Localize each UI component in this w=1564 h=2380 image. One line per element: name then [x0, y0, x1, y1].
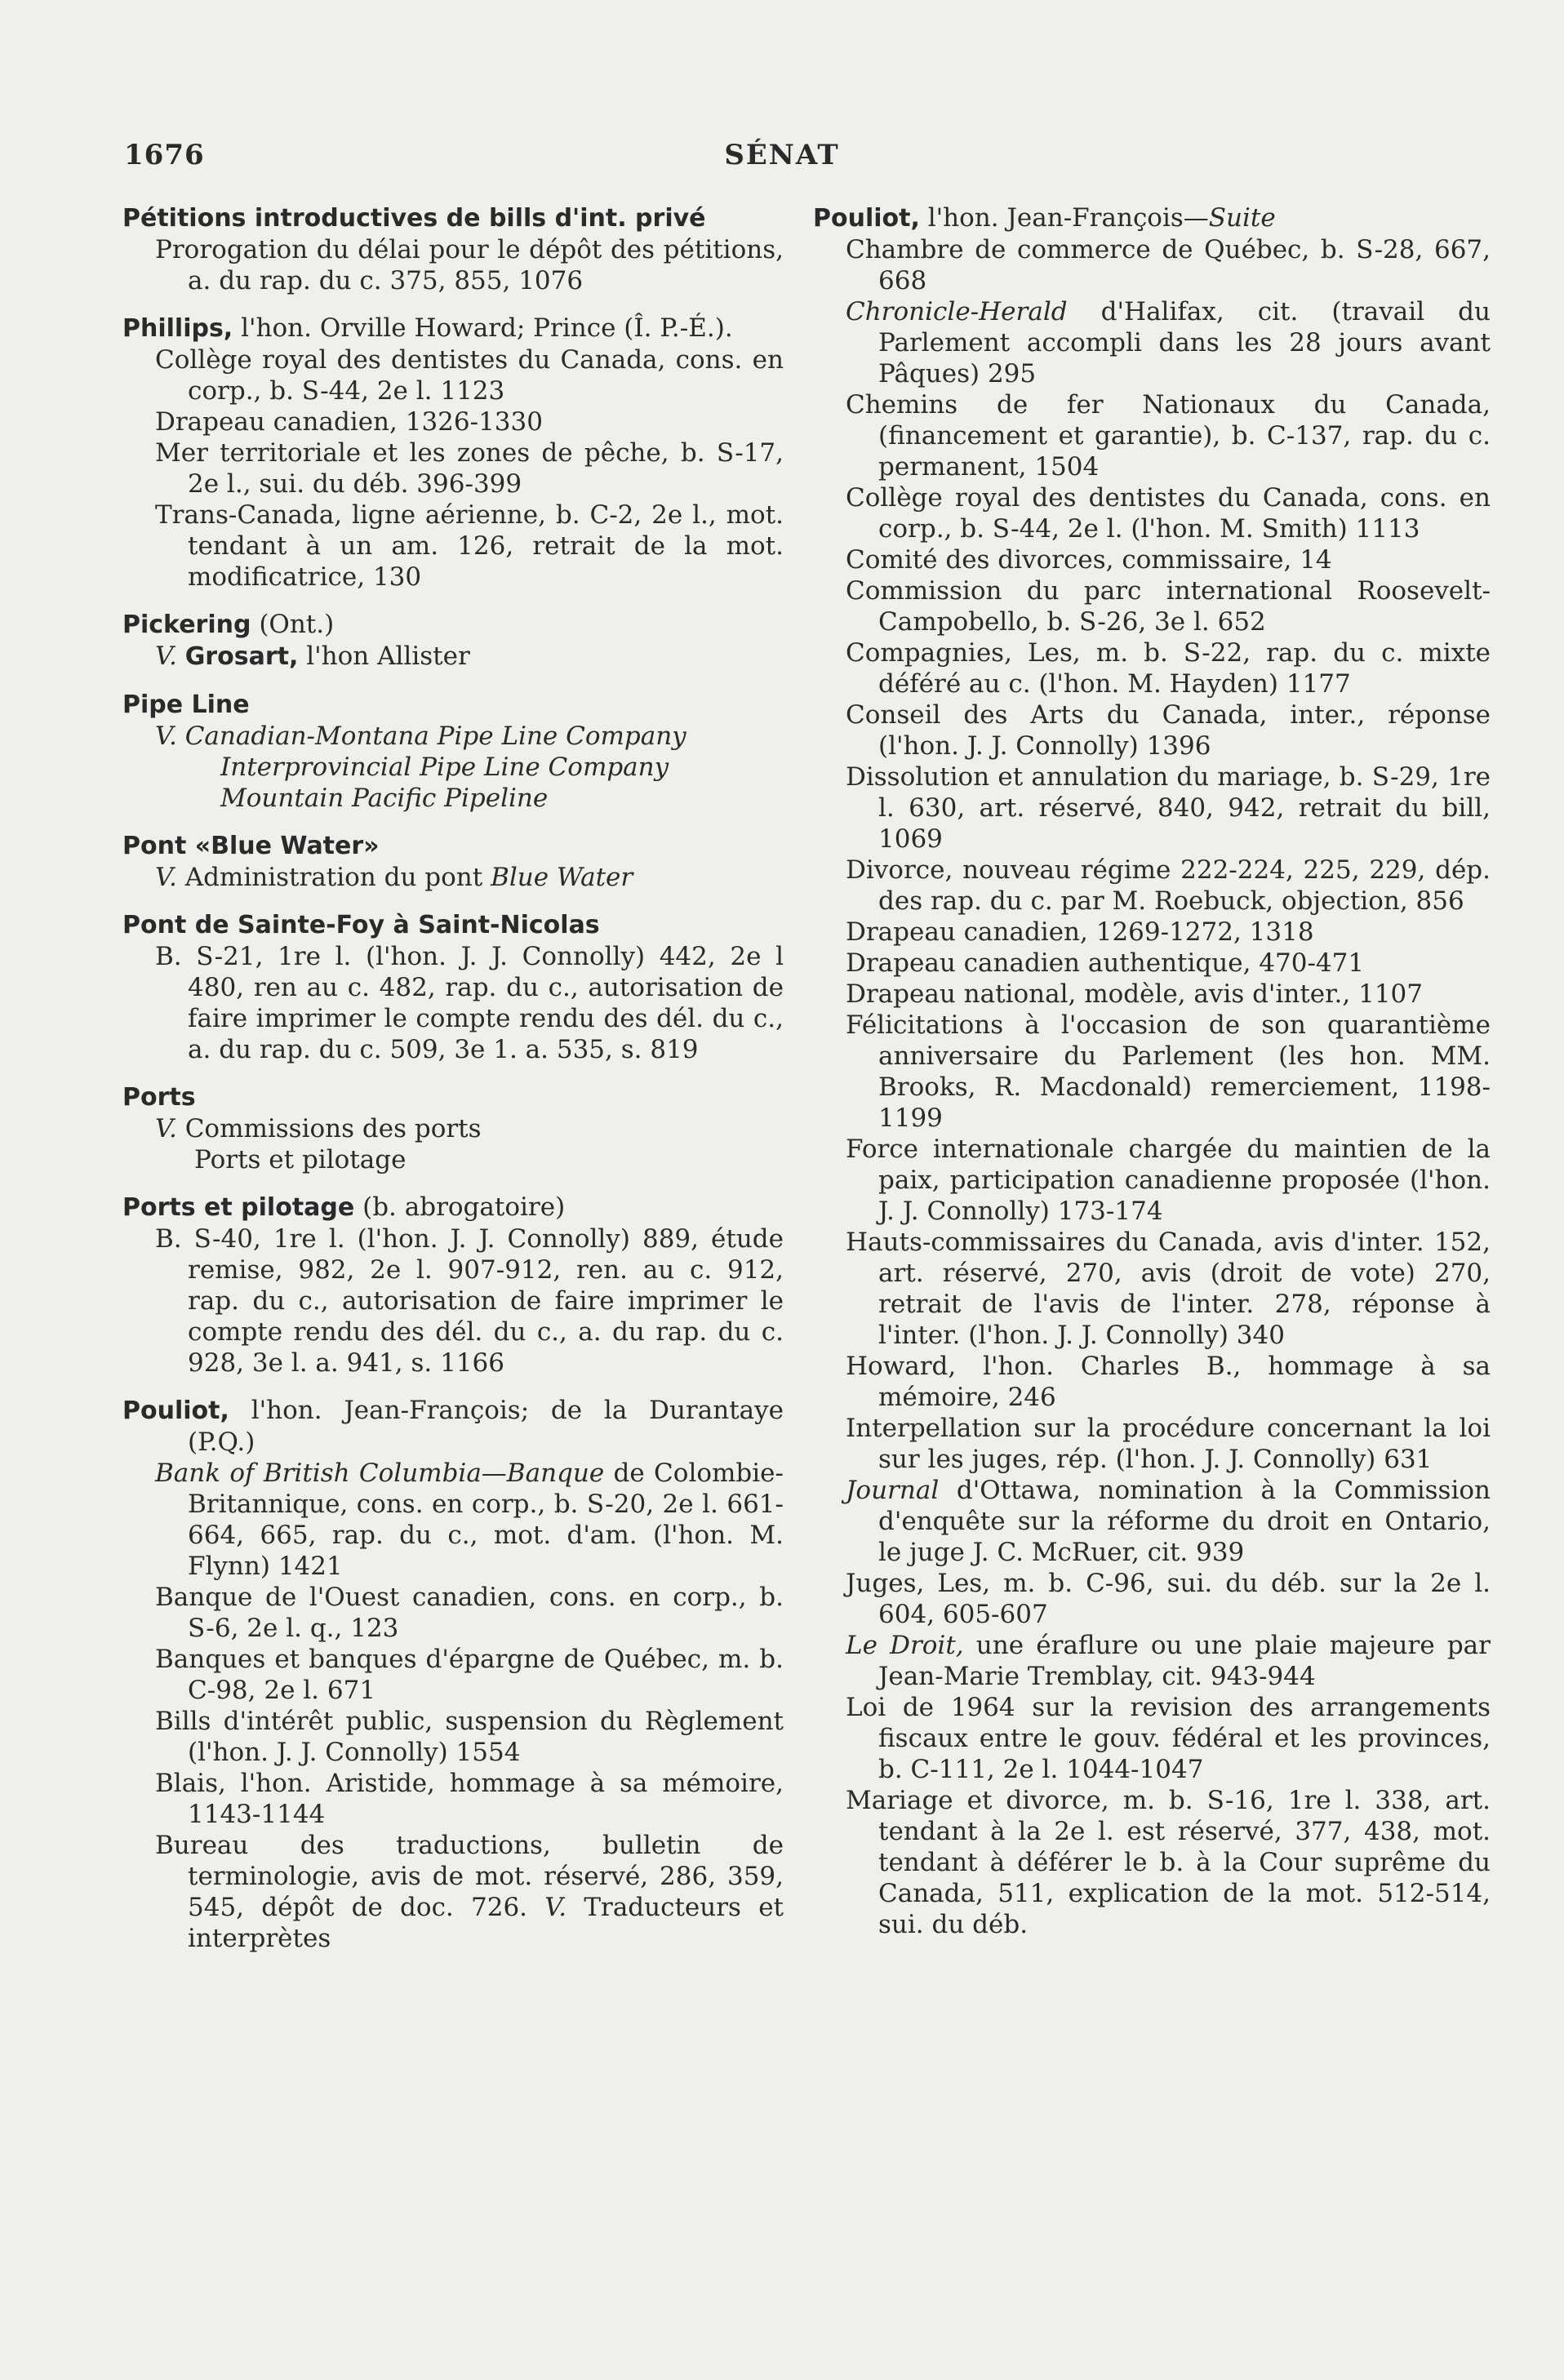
- heading-term: Pouliot,: [813, 204, 920, 233]
- left-column: [122, 202, 784, 1970]
- index-subentry: Félicitations à l'occasion de son quarantième anniversaire du Parlement (les hon. MM. Brooks, R. Macdonald) remerciement, 1198-1199: [846, 1010, 1491, 1133]
- index-subentry: Le Droit, une éraflure ou une plaie majeure par Jean-Marie Tremblay, cit. 943-944: [846, 1631, 1491, 1691]
- italic-title: Le Droit,: [846, 1631, 964, 1660]
- heading-qualifier: (Ont.): [259, 610, 335, 639]
- index-subentry: Drapeau national, modèle, avis d'inter., 1107: [846, 979, 1424, 1009]
- see-reference: V. Commissions des ports: [155, 1114, 482, 1143]
- index-subentry: Force internationale chargée du maintien de la paix, participation canadienne proposée (l'hon. J. J. Connolly) 173-174: [846, 1134, 1491, 1226]
- index-subentry: Mariage et divorce, m. b. S-16, 1re l. 338, art. tendant à la 2e l. est réservé, 377, 438, mot. tendant à déférer le b. à la Cour suprême du Canada, 511, explication de la mot. 512-514, sui. du déb.: [846, 1786, 1491, 1939]
- index-subentry: Drapeau canadien authentique, 470-471: [846, 948, 1365, 978]
- reference-name: Canadian-Montana Pipe Line Company: [184, 722, 686, 751]
- entry-heading: [122, 609, 784, 641]
- page-number: 1676: [124, 139, 205, 171]
- index-subentry: Banques et banques d'épargne de Québec, m. b. C-98, 2e l. 671: [155, 1645, 784, 1705]
- heading-term: Phillips,: [122, 314, 233, 343]
- entry-heading-continued: Pouliot, l'hon. Jean-François—Suite: [813, 203, 1276, 233]
- index-subentry: Hauts-commissaires du Canada, avis d'inter. 152, art. réservé, 270, avis (droit de vote) 270, retrait de l'avis de l'inter. 278, réponse à l'inter. (l'hon. J. J. Connolly) 340: [846, 1228, 1491, 1350]
- index-subentry: Bills d'intérêt public, suspension du Règlement (l'hon. J. J. Connolly) 1554: [155, 1707, 784, 1767]
- reference-name: Interprovincial Pipe Line Company: [220, 753, 669, 782]
- running-head: SÉNAT: [724, 139, 840, 171]
- see-marker: V.: [155, 722, 185, 751]
- index-entry: [122, 609, 784, 673]
- index-subentry: Juges, Les, m. b. C-96, sui. du déb. sur la 2e l. 604, 605-607: [846, 1569, 1491, 1629]
- index-entry: [122, 1081, 784, 1175]
- see-reference-item: [122, 783, 784, 814]
- entry-heading: [122, 909, 784, 941]
- reference-name: Mountain Pacific Pipeline: [220, 784, 549, 813]
- heading-term: Pipe Line: [122, 690, 250, 719]
- index-subentry: B. S-40, 1re l. (l'hon. J. J. Connolly) 889, étude remise, 982, 2e l. 907-912, ren. au c. 912, rap. du c., autorisation de faire imprimer le compte rendu des dél. du c., a. du rap. du c. 928, 3e l. a. 941, s. 1166: [155, 1224, 784, 1378]
- index-subentry: Bank of British Columbia—Banque de Colombie-Britannique, cons. en corp., b. S-20, 2e l. 661-664, 665, rap. du c., mot. d'am. (l'hon. M. Flynn) 1421: [155, 1459, 784, 1581]
- index-subentry: Drapeau canadien, 1326-1330: [155, 407, 543, 437]
- see-reference: V. Grosart, l'hon Allister: [155, 642, 470, 671]
- reference-name: Blue Water: [491, 863, 633, 892]
- index-entry: [122, 1395, 784, 1954]
- reference-name: Grosart,: [184, 642, 299, 671]
- heading-term: Pickering: [122, 611, 251, 639]
- entry-heading: [122, 1081, 784, 1113]
- italic-title: Chronicle-Herald: [846, 297, 1068, 326]
- continued-marker: Suite: [1208, 203, 1276, 233]
- see-reference: V. Administration du pont Blue Water: [155, 863, 633, 892]
- index-entry: [122, 909, 784, 1065]
- index-subentry: Mer territoriale et les zones de pêche, b. S-17, 2e l., sui. du déb. 396-399: [155, 438, 784, 499]
- index-subentry: Blais, l'hon. Aristide, hommage à sa mémoire, 1143-1144: [155, 1769, 784, 1829]
- heading-term: Ports et pilotage: [122, 1193, 355, 1222]
- index-subentry: Trans-Canada, ligne aérienne, b. C-2, 2e l., mot. tendant à un am. 126, retrait de la mot. modificatrice, 130: [155, 500, 784, 592]
- heading-term: Pouliot,: [122, 1396, 229, 1425]
- entry-heading: [122, 689, 784, 721]
- index-subentry: Divorce, nouveau régime 222-224, 225, 229, dép. des rap. du c. par M. Roebuck, objection, 856: [846, 855, 1491, 916]
- heading-qualifier: l'hon. Jean-François; de la Durantaye (P.Q.): [188, 1396, 784, 1457]
- entry-heading: [122, 313, 784, 344]
- heading-qualifier: l'hon. Orville Howard; Prince (Î. P.-É.).: [241, 313, 733, 343]
- index-subentry: Collège royal des dentistes du Canada, cons. en corp., b. S-44, 2e l. 1123: [155, 345, 784, 406]
- index-subentry: B. S-21, 1re l. (l'hon. J. J. Connolly) 442, 2e l 480, ren au c. 482, rap. du c., autorisation de faire imprimer le compte rendu des dél. du c., a. du rap. du c. 509, 3e 1. a. 535, s. 819: [155, 942, 784, 1064]
- index-subentry: Dissolution et annulation du mariage, b. S-29, 1re l. 630, art. réservé, 840, 942, retrait du bill, 1069: [846, 762, 1491, 854]
- right-column: [813, 202, 1491, 1940]
- index-entry: [122, 1192, 784, 1379]
- index-subentry: Chronicle-Herald d'Halifax, cit. (travail du Parlement accompli dans les 28 jours avant Pâques) 295: [846, 297, 1491, 389]
- heading-term: Pont de Sainte-Foy à Saint-Nicolas: [122, 911, 600, 939]
- index-subentry: Conseil des Arts du Canada, inter., réponse (l'hon. J. J. Connolly) 1396: [846, 700, 1491, 761]
- index-subentry: Compagnies, Les, m. b. S-22, rap. du c. mixte déféré au c. (l'hon. M. Hayden) 1177: [846, 638, 1491, 699]
- index-subentry: Collège royal des dentistes du Canada, cons. en corp., b. S-44, 2e l. (l'hon. M. Smith) 1113: [846, 483, 1491, 544]
- index-entry: [122, 313, 784, 593]
- index-subentry: Comité des divorces, commissaire, 14: [846, 545, 1332, 575]
- entry-heading: [122, 1192, 784, 1223]
- see-marker: V.: [155, 642, 185, 671]
- index-entry: [122, 689, 784, 814]
- index-subentry: Journal d'Ottawa, nomination à la Commission d'enquête sur la réforme du droit en Ontario, le juge J. C. McRuer, cit. 939: [846, 1476, 1491, 1567]
- heading-term: Pont «Blue Water»: [122, 832, 380, 860]
- index-subentry: Banque de l'Ouest canadien, cons. en corp., b. S-6, 2e l. q., 123: [155, 1583, 784, 1643]
- index-subentry: Loi de 1964 sur la revision des arrangements fiscaux entre le gouv. fédéral et les provinces, b. C-111, 2e l. 1044-1047: [846, 1693, 1491, 1784]
- index-subentry: Howard, l'hon. Charles B., hommage à sa mémoire, 246: [846, 1352, 1491, 1412]
- index-entry: [122, 202, 784, 296]
- heading-qualifier: (b. abrogatoire): [362, 1192, 566, 1222]
- index-subentry: Chemins de fer Nationaux du Canada, (financement et garantie), b. C-137, rap. du c. permanent, 1504: [846, 390, 1491, 482]
- heading-term: Pétitions introductives de bills d'int. privé: [122, 204, 706, 233]
- see-reference: [122, 721, 784, 752]
- italic-title: Bank of British Columbia—Banque: [155, 1459, 605, 1488]
- index-entry: [122, 830, 784, 893]
- see-marker: V.: [155, 1114, 185, 1143]
- see-marker: V.: [155, 863, 185, 892]
- see-reference: V.: [544, 1893, 567, 1922]
- index-subentry: Chambre de commerce de Québec, b. S-28, 667, 668: [846, 235, 1491, 295]
- index-subentry: Bureau des traductions, bulletin de terminologie, avis de mot. réservé, 286, 359, 545, dépôt de doc. 726. V. Traducteurs et interprètes: [155, 1831, 784, 1953]
- index-subentry: Drapeau canadien, 1269-1272, 1318: [846, 917, 1314, 947]
- index-subentry: Interpellation sur la procédure concernant la loi sur les juges, rép. (l'hon. J. J. Connolly) 631: [846, 1414, 1491, 1474]
- see-reference-item: Ports et pilotage: [194, 1145, 407, 1174]
- entry-heading: [122, 1395, 784, 1458]
- entry-heading: [122, 202, 784, 234]
- index-subentry: Prorogation du délai pour le dépôt des pétitions, a. du rap. du c. 375, 855, 1076: [155, 235, 784, 295]
- italic-title: Journal: [846, 1476, 940, 1505]
- index-subentry: Commission du parc international Roosevelt-Campobello, b. S-26, 3e l. 652: [846, 576, 1491, 637]
- see-reference-item: [122, 752, 784, 783]
- entry-heading: [122, 830, 784, 862]
- heading-term: Ports: [122, 1083, 196, 1112]
